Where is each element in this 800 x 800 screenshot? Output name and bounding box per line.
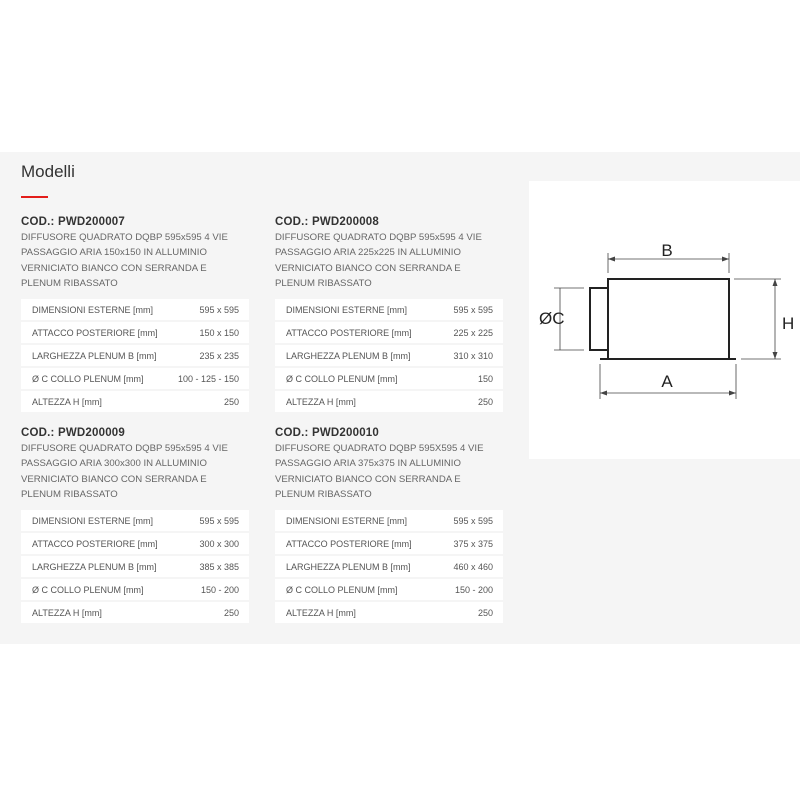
spec-value: 595 x 595	[188, 510, 249, 531]
section-title: Modelli	[21, 162, 75, 181]
spec-value: 225 x 225	[442, 322, 503, 343]
product-code: COD.: PWD200010	[275, 427, 379, 439]
plenum-diagram	[529, 181, 800, 459]
spec-value: 250	[442, 391, 503, 412]
table-row	[21, 391, 249, 412]
spec-label: ATTACCO POSTERIORE [mm]	[275, 533, 442, 554]
spec-value: 385 x 385	[188, 556, 249, 577]
table-row	[275, 510, 503, 531]
spec-label: ALTEZZA H [mm]	[21, 391, 171, 412]
spec-value: 300 x 300	[188, 533, 249, 554]
spec-value: 250	[442, 602, 503, 623]
table-row	[275, 368, 503, 389]
label-b: B	[661, 241, 673, 260]
spec-value: 150 - 200	[442, 579, 503, 600]
product-code: COD.: PWD200009	[21, 427, 125, 439]
plenum-drawing	[529, 181, 800, 459]
table-row	[275, 322, 503, 343]
spec-table	[21, 297, 249, 414]
spec-table	[275, 297, 503, 414]
spec-label: LARGHEZZA PLENUM B [mm]	[275, 345, 442, 366]
spec-value: 595 x 595	[442, 299, 503, 320]
spec-label: ALTEZZA H [mm]	[275, 602, 442, 623]
spec-label: LARGHEZZA PLENUM B [mm]	[21, 345, 171, 366]
spec-label: Ø C COLLO PLENUM [mm]	[275, 579, 442, 600]
spec-table	[275, 508, 503, 625]
table-row	[275, 345, 503, 366]
product-description: DIFFUSORE QUADRATO DQBP 595X595 4 VIE PASSAGGIO ARIA 375x375 IN ALLUMINIO VERNICIATO BIANCO CON SERRANDA E PLENUM RIBASSATO	[275, 443, 484, 500]
table-row	[275, 391, 503, 412]
plenum-body	[608, 279, 729, 359]
spec-value: 250	[171, 391, 249, 412]
table-row	[21, 322, 249, 343]
product-card	[275, 426, 503, 502]
table-row	[275, 533, 503, 554]
spec-label: LARGHEZZA PLENUM B [mm]	[275, 556, 442, 577]
spec-label: ATTACCO POSTERIORE [mm]	[21, 533, 188, 554]
table-row	[21, 533, 249, 554]
spec-label: ATTACCO POSTERIORE [mm]	[275, 322, 442, 343]
table-row	[21, 602, 249, 623]
product-card	[21, 215, 249, 291]
table-row	[21, 510, 249, 531]
product-card	[21, 426, 249, 502]
label-c: ØC	[539, 309, 565, 328]
spec-value: 100 - 125 - 150	[171, 368, 249, 389]
spec-label: DIMENSIONI ESTERNE [mm]	[21, 510, 188, 531]
table-row	[275, 299, 503, 320]
product-description: DIFFUSORE QUADRATO DQBP 595x595 4 VIE PASSAGGIO ARIA 225x225 IN ALLUMINIO VERNICIATO BIANCO CON SERRANDA E PLENUM RIBASSATO	[275, 232, 482, 289]
table-row	[21, 368, 249, 389]
table-row	[275, 579, 503, 600]
product-code: COD.: PWD200007	[21, 216, 125, 228]
product-description: DIFFUSORE QUADRATO DQBP 595x595 4 VIE PASSAGGIO ARIA 300x300 IN ALLUMINIO VERNICIATO BIANCO CON SERRANDA E PLENUM RIBASSATO	[21, 443, 228, 500]
spec-label: Ø C COLLO PLENUM [mm]	[21, 368, 171, 389]
title-underline	[21, 196, 48, 198]
spec-value: 150 - 200	[188, 579, 249, 600]
spec-label: ALTEZZA H [mm]	[275, 391, 442, 412]
spec-table	[21, 508, 249, 625]
spec-value: 595 x 595	[442, 510, 503, 531]
table-row	[275, 602, 503, 623]
table-row	[275, 556, 503, 577]
spec-label: DIMENSIONI ESTERNE [mm]	[275, 510, 442, 531]
product-code: COD.: PWD200008	[275, 216, 379, 228]
product-card	[275, 215, 503, 291]
label-a: A	[661, 372, 673, 391]
spec-value: 595 x 595	[171, 299, 249, 320]
spec-label: DIMENSIONI ESTERNE [mm]	[275, 299, 442, 320]
spec-value: 310 x 310	[442, 345, 503, 366]
spec-value: 235 x 235	[171, 345, 249, 366]
spec-label: Ø C COLLO PLENUM [mm]	[275, 368, 442, 389]
plenum-collar	[590, 288, 608, 350]
table-row	[21, 556, 249, 577]
spec-label: Ø C COLLO PLENUM [mm]	[21, 579, 188, 600]
product-description: DIFFUSORE QUADRATO DQBP 595x595 4 VIE PASSAGGIO ARIA 150x150 IN ALLUMINIO VERNICIATO BIANCO CON SERRANDA E PLENUM RIBASSATO	[21, 232, 228, 289]
table-row	[21, 579, 249, 600]
label-h: H	[782, 314, 795, 333]
table-row	[21, 299, 249, 320]
spec-label: ATTACCO POSTERIORE [mm]	[21, 322, 171, 343]
table-row	[21, 345, 249, 366]
spec-value: 150	[442, 368, 503, 389]
spec-value: 460 x 460	[442, 556, 503, 577]
spec-label: ALTEZZA H [mm]	[21, 602, 188, 623]
spec-value: 250	[188, 602, 249, 623]
spec-value: 375 x 375	[442, 533, 503, 554]
spec-value: 150 x 150	[171, 322, 249, 343]
spec-label: DIMENSIONI ESTERNE [mm]	[21, 299, 171, 320]
spec-label: LARGHEZZA PLENUM B [mm]	[21, 556, 188, 577]
